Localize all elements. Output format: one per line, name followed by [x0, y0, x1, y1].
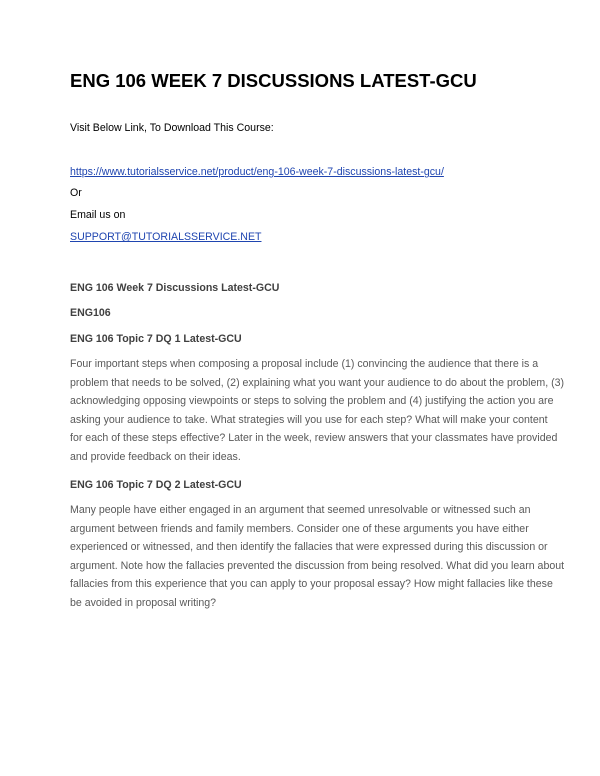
course-link[interactable]: https://www.tutorialsservice.net/product/eng-106-week-7-discussions-latest-gcu/	[70, 166, 444, 178]
dq2-line: experienced or witnessed, and then identify the fallacies that were expressed during this discussion or	[70, 541, 548, 554]
dq1-line: for each of these steps effective? Later in the week, review answers that your classmates have provided	[70, 432, 558, 445]
section-heading: ENG 106 Week 7 Discussions Latest-GCU	[70, 282, 280, 294]
dq1-paragraph	[70, 355, 565, 467]
dq2-line: Many people have either engaged in an argument that seemed unresolvable or witnessed such an	[70, 504, 531, 516]
email-text: Email us on	[70, 209, 126, 221]
document-title: ENG 106 WEEK 7 DISCUSSIONS LATEST-GCU	[70, 70, 477, 91]
dq1-line: Four important steps when composing a proposal include (1) convincing the audience that there is a	[70, 358, 539, 370]
or-text: Or	[70, 187, 82, 199]
dq1-line: problem that needs to be solved, (2) explaining what you want your audience to do about the problem, (3)	[70, 376, 565, 389]
course-code: ENG106	[70, 307, 111, 319]
dq2-line: fallacies from this experience that you can apply to your proposal essay? How might fallacies like these	[70, 578, 553, 591]
dq2-line: argument. Note how the fallacies prevented the discussion from being resolved. What did you learn about	[70, 559, 565, 572]
dq1-heading: ENG 106 Topic 7 DQ 1 Latest-GCU	[70, 333, 242, 345]
dq1-line: asking your audience to take. What strategies will you use for each step? What will make your content	[70, 413, 548, 426]
visit-text: Visit Below Link, To Download This Course:	[70, 122, 274, 134]
dq2-heading: ENG 106 Topic 7 DQ 2 Latest-GCU	[70, 479, 242, 491]
email-link[interactable]: SUPPORT@TUTORIALSSERVICE.NET	[70, 231, 262, 243]
dq2-line: be avoided in proposal writing?	[70, 596, 217, 609]
dq1-line: acknowledging opposing viewpoints or steps to solving the problem and (4) justifying the action you are	[70, 395, 554, 408]
dq1-line: and provide feedback on their ideas.	[70, 450, 241, 463]
dq2-paragraph	[70, 501, 565, 613]
dq2-line: argument between friends and family members. Consider one of these arguments you have either	[70, 522, 529, 535]
